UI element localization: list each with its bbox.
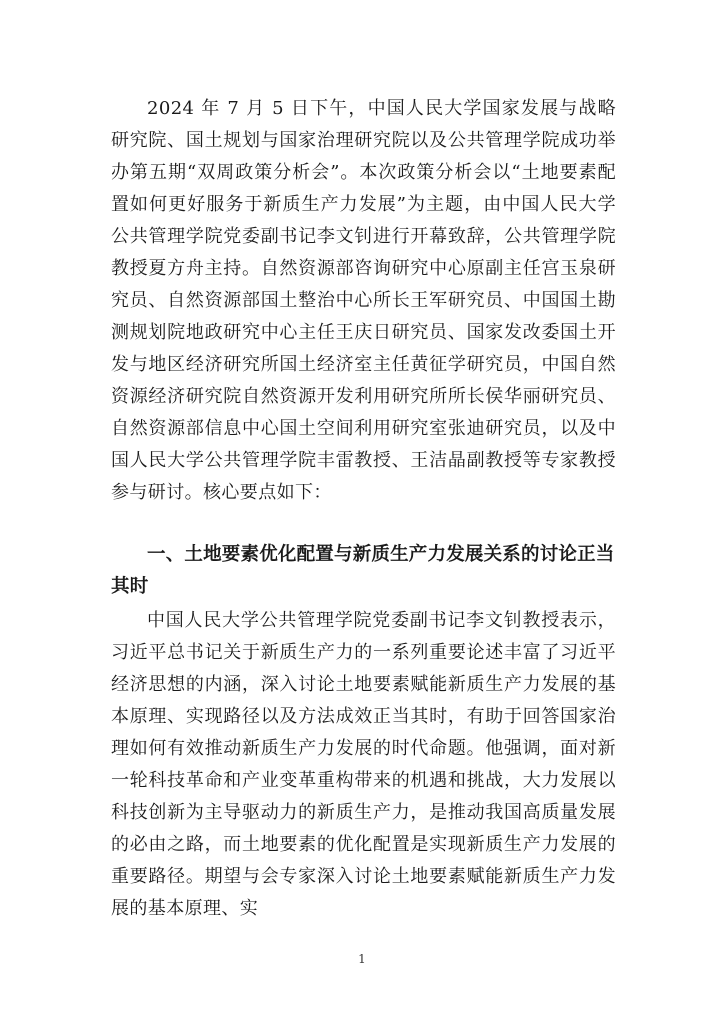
document-page [111, 93, 616, 925]
intro-paragraph: 2024 年 7 月 5 日下午，中国人民大学国家发展与战略研究院、国土规划与国家治理研究院以及公共管理学院成功举办第五期“双周政策分析会”。本次政策分析会以“土地要素配置如何更好服务于新质生产力发展”为主题，由中国人民大学公共管理学院党委副书记李文钊进行开幕致辞，公共管理学院教授夏方舟主持。自然资源部咨询研究中心原副主任宫玉泉研究员、自然资源部国土整治中心所长王军研究员、中国国土勘测规划院地政研究中心主任王庆日研究员、国家发改委国土开发与地区经济研究所国土经济室主任黄征学研究员，中国自然资源经济研究院自然资源开发利用研究所所长侯华丽研究员、自然资源部信息中心国土空间利用研究室张迪研究员，以及中国人民大学公共管理学院丰雷教授、王洁晶副教授等专家教授参与研讨。核心要点如下： [111, 98, 616, 503]
section-heading: 一、土地要素优化配置与新质生产力发展关系的讨论正当其时 [111, 544, 615, 597]
page-number: 1 [358, 952, 366, 966]
body-paragraph: 中国人民大学公共管理学院党委副书记李文钊教授表示，习近平总书记关于新质生产力的一系列重要论述丰富了习近平经济思想的内涵，深入讨论土地要素赋能新质生产力发展的基本原理、实现路径以及方法成效正当其时，有助于回答国家治理如何有效推动新质生产力发展的时代命题。他强调，面对新一轮科技革命和产业变革重构带来的机遇和挑战，大力发展以科技创新为主导驱动力的新质生产力，是推动我国高质量发展的必由之路，而土地要素的优化配置是实现新质生产力发展的重要路径。期望与会专家深入讨论土地要素赋能新质生产力发展的基本原理、实 [111, 610, 616, 919]
